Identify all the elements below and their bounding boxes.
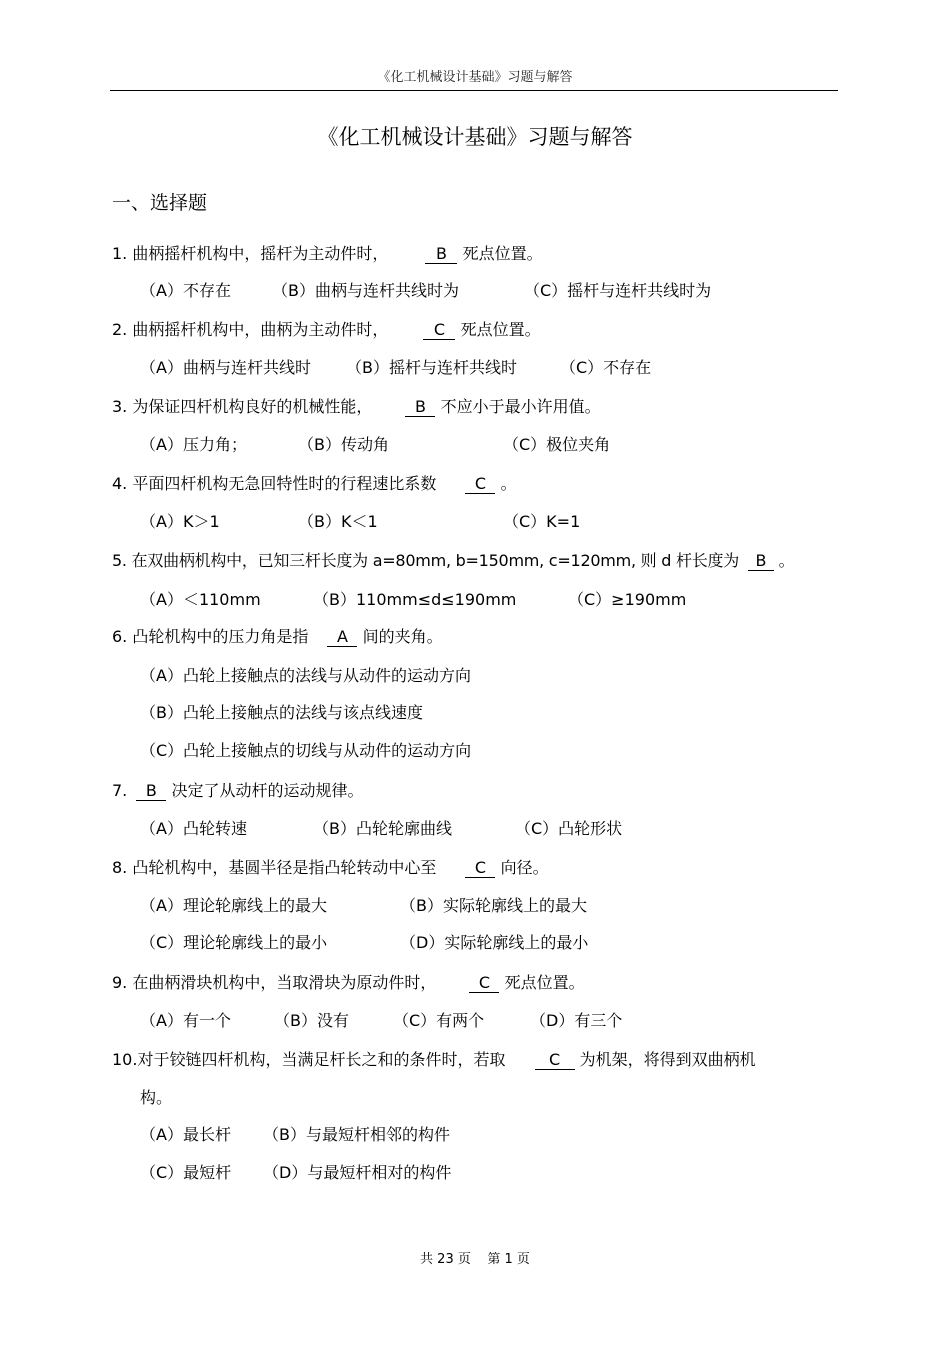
option: （C）最短杆 (140, 1163, 232, 1182)
question-text: 凸轮机构中的压力角是指 (132, 627, 309, 646)
question-4 (112, 473, 517, 495)
option: （A）不存在 (140, 281, 231, 300)
question-text-tail: 向径。 (500, 858, 549, 877)
question-8 (112, 857, 549, 879)
question-number: 4. (112, 474, 128, 493)
option: （A）有一个 (140, 1011, 231, 1030)
running-header: 《化工机械设计基础》习题与解答 (377, 70, 573, 85)
question-number: 8. (112, 858, 128, 877)
option: （B）曲柄与连杆共线时为 (272, 281, 459, 300)
section-heading: 一、选择题 (112, 192, 208, 214)
option: （C）不存在 (560, 358, 652, 377)
option: （A）曲柄与连杆共线时 (140, 358, 311, 377)
option: （C）有两个 (393, 1011, 485, 1030)
option: （D）与最短杆相对的构件 (263, 1163, 452, 1182)
page-number: 第 1 页 (487, 1252, 530, 1267)
option: （B）110mm≤d≤190mm (313, 590, 517, 609)
question-number: 3. (112, 397, 128, 416)
question-number: 7. (112, 781, 128, 800)
question-text: 凸轮机构中，基圆半径是指凸轮转动中心至 (132, 858, 437, 877)
page-footer (0, 1248, 950, 1267)
question-6 (112, 626, 443, 648)
option: （A）最长杆 (140, 1125, 231, 1144)
option: （B）传动角 (298, 435, 389, 454)
option: （B）凸轮上接触点的法线与该点线速度 (140, 703, 423, 722)
question-text: 在曲柄滑块机构中，当取滑块为原动件时， (132, 973, 437, 992)
question-3 (112, 396, 601, 418)
answer-blank: B (748, 552, 774, 571)
question-number: 6. (112, 627, 128, 646)
option: （B）K＜1 (298, 512, 378, 531)
question-text: 在双曲柄机构中，已知三杆长度为 a=80mm, b=150mm, c=120mm, 则 d 杆长度为 (131, 551, 739, 570)
question-text: 平面四杆机构无急回特性时的行程速比系数 (132, 474, 437, 493)
document-title: 《化工机械设计基础》习题与解答 (317, 125, 633, 149)
option: （D）实际轮廓线上的最小 (400, 933, 589, 952)
option: （B）没有 (274, 1011, 349, 1030)
option: （A）＜110mm (140, 590, 261, 609)
answer-blank: B (405, 398, 435, 417)
option: （D）有三个 (530, 1011, 623, 1030)
option: （C）凸轮上接触点的切线与从动件的运动方向 (140, 741, 472, 760)
answer-blank: C (465, 859, 495, 878)
question-number: 9. (112, 973, 128, 992)
option: （A）凸轮转速 (140, 819, 247, 838)
question-text-tail: 死点位置。 (462, 244, 543, 263)
question-10 (112, 1049, 756, 1071)
option: （C）K=1 (503, 512, 581, 531)
question-number: 10. (112, 1050, 138, 1069)
question-text-tail: 死点位置。 (460, 320, 541, 339)
question-9 (112, 972, 585, 994)
answer-blank: A (327, 628, 357, 647)
answer-blank: B (136, 782, 166, 801)
question-text-tail: 不应小于最小许用值。 (440, 397, 601, 416)
question-text-tail: 决定了从动杆的运动规律。 (171, 781, 364, 800)
question-text-tail: 。 (778, 551, 795, 570)
option: （A）理论轮廓线上的最大 (140, 896, 327, 915)
question-text-tail: 死点位置。 (504, 973, 585, 992)
option: （B）实际轮廓线上的最大 (400, 896, 587, 915)
option: （B）与最短杆相邻的构件 (263, 1125, 450, 1144)
question-text: 对于铰链四杆机构，当满足杆长之和的条件时，若取 (137, 1050, 506, 1069)
question-number: 2. (112, 320, 128, 339)
question-text-tail: 为机架，将得到双曲柄机 (579, 1050, 756, 1069)
question-5 (112, 550, 794, 572)
option: （B）凸轮轮廓曲线 (313, 819, 452, 838)
answer-blank: C (469, 974, 499, 993)
option: （C）极位夹角 (503, 435, 611, 454)
question-text: 曲柄摇杆机构中，曲柄为主动件时， (132, 320, 389, 339)
question-text: 为保证四杆机构良好的机械性能， (132, 397, 373, 416)
option: （B）摇杆与连杆共线时 (346, 358, 517, 377)
answer-blank: C (423, 321, 455, 340)
option: （C）凸轮形状 (515, 819, 623, 838)
question-2 (112, 319, 541, 341)
answer-blank: B (425, 245, 457, 264)
question-text-tail: 间的夹角。 (362, 627, 443, 646)
question-10-continuation: 构。 (140, 1088, 173, 1107)
option: （A）压力角； (140, 435, 247, 454)
option: （C）≥190mm (568, 590, 687, 609)
question-text-tail: 。 (500, 474, 517, 493)
question-number: 1. (112, 244, 128, 263)
option: （A）K＞1 (140, 512, 220, 531)
answer-blank: C (465, 475, 495, 494)
answer-blank: C (535, 1051, 575, 1070)
option: （C）摇杆与连杆共线时为 (524, 281, 712, 300)
question-number: 5. (112, 551, 127, 570)
question-text: 曲柄摇杆机构中，摇杆为主动件时， (132, 244, 389, 263)
option: （A）凸轮上接触点的法线与从动件的运动方向 (140, 666, 471, 685)
question-7 (112, 780, 363, 802)
total-pages: 共 23 页 (420, 1252, 471, 1267)
option: （C）理论轮廓线上的最小 (140, 933, 328, 952)
question-1 (112, 243, 543, 265)
